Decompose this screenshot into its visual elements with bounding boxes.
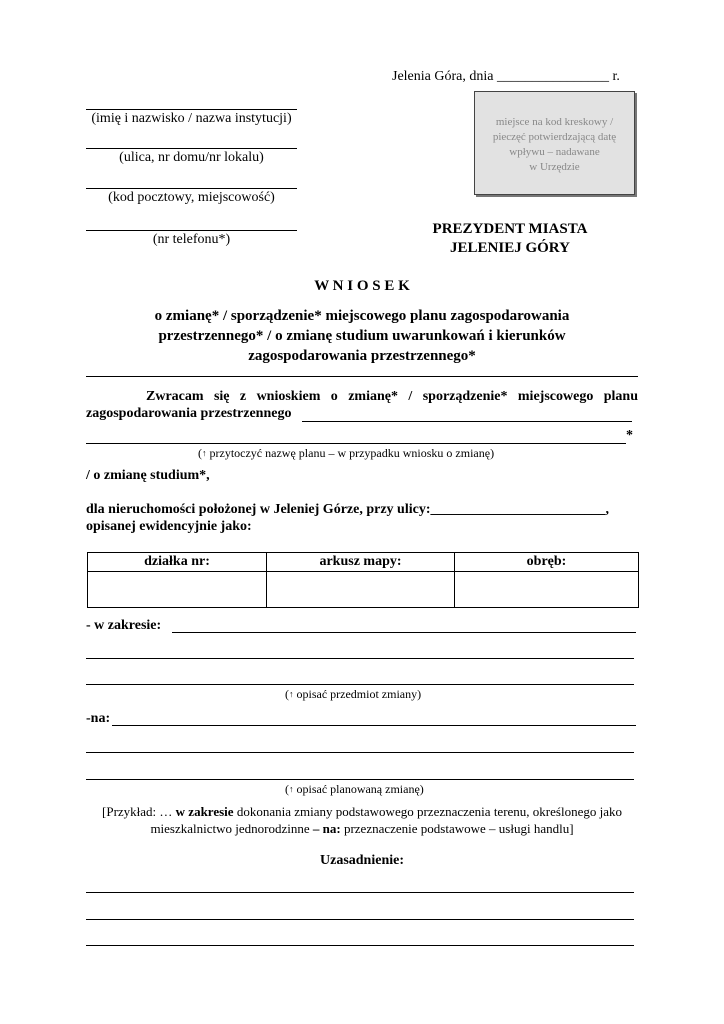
applicant-phone-line[interactable] — [86, 230, 297, 231]
stamp-line: w Urzędzie — [529, 161, 580, 173]
applicant-postcode-caption: (kod pocztowy, miejscowość) — [108, 190, 275, 205]
plan-name-line-2[interactable] — [86, 443, 626, 444]
applicant-phone-caption: (nr telefonu*) — [152, 232, 231, 247]
stamp-line: miejsce na kod kreskowy / — [495, 116, 614, 128]
cell-parcel-number[interactable] — [88, 572, 267, 608]
addressee-line-1: PREZYDENT MIASTA — [432, 221, 588, 237]
request-line-2: zagospodarowania przestrzennego — [86, 406, 292, 421]
property-line-1[interactable]: dla nieruchomości położonej w Jeleniej Górze, przy ulicy:_________________________, — [86, 502, 609, 517]
subtitle-line-2: przestrzennego* / o zmianę studium uwarunkowań i kierunków — [158, 328, 566, 344]
scope-label: - w zakresie: — [86, 618, 162, 633]
scope-line-2[interactable] — [86, 658, 634, 659]
document-title: W N I O S E K — [314, 278, 410, 294]
example-note: [Przykład: … w zakresie dokonania zmiany podstawowego przeznaczenia terenu, określonego jako mieszkalnictwo jednorodzinne – na: przeznaczenie podstawowe – usługi handlu] — [102, 804, 622, 836]
subtitle-line-1: o zmianę* / sporządzenie* miejscowego planu zagospodarowania — [154, 308, 570, 324]
arrow-up-icon: ↑ — [289, 689, 294, 699]
header-precinct: obręb: — [455, 553, 639, 572]
barcode-stamp-box — [474, 91, 635, 195]
plan-name-hint: (↑ przytoczyć nazwę planu – w przypadku wniosku o zmianę) — [198, 446, 495, 460]
justification-line-1[interactable] — [86, 892, 634, 893]
asterisk-mark: * — [626, 428, 633, 443]
justification-line-3[interactable] — [86, 945, 634, 946]
applicant-postcode-line[interactable] — [86, 188, 297, 189]
applicant-street-caption: (ulica, nr domu/nr lokalu) — [119, 150, 264, 165]
arrow-up-icon: ↑ — [289, 784, 294, 794]
stamp-line: pieczęć potwierdzającą datę — [492, 131, 617, 143]
target-hint: (↑ opisać planowaną zmianę) — [285, 782, 424, 796]
document-subtitle — [86, 306, 638, 366]
table-row[interactable] — [88, 572, 639, 608]
plan-name-line[interactable] — [302, 421, 632, 422]
cell-precinct[interactable] — [455, 572, 639, 608]
target-line-2[interactable] — [86, 752, 634, 753]
arrow-up-icon: ↑ — [202, 448, 207, 458]
title-separator — [86, 376, 638, 377]
property-line-2: opisanej ewidencyjnie jako: — [86, 519, 252, 534]
cell-map-sheet[interactable] — [267, 572, 455, 608]
applicant-name-line[interactable] — [86, 109, 297, 110]
parcel-table — [87, 552, 639, 608]
subtitle-line-3: zagospodarowania przestrzennego* — [248, 348, 476, 364]
target-label: -na: — [86, 711, 111, 726]
addressee-line-2: JELENIEJ GÓRY — [450, 240, 570, 256]
scope-hint: (↑ opisać przedmiot zmiany) — [285, 687, 422, 701]
applicant-name-caption: (imię i nazwisko / nazwa instytucji) — [91, 111, 292, 126]
addressee — [400, 220, 620, 258]
table-header-row — [88, 553, 639, 572]
stamp-line: wpływu – nadawane — [509, 146, 600, 158]
study-option: / o zmianę studium*, — [86, 468, 210, 483]
scope-line-1[interactable] — [172, 632, 636, 633]
place-date-line[interactable]: Jelenia Góra, dnia ________________ r. — [392, 69, 620, 84]
scope-line-3[interactable] — [86, 684, 634, 685]
applicant-street-line[interactable] — [86, 148, 297, 149]
request-line-1: Zwracam się z wnioskiem o zmianę* / sporządzenie* miejscowego planu — [146, 389, 638, 404]
target-line-1[interactable] — [112, 725, 636, 726]
justification-line-2[interactable] — [86, 919, 634, 920]
justification-heading: Uzasadnienie: — [320, 853, 404, 868]
target-line-3[interactable] — [86, 779, 634, 780]
header-map-sheet: arkusz mapy: — [267, 553, 455, 572]
header-parcel-number: działka nr: — [88, 553, 267, 572]
